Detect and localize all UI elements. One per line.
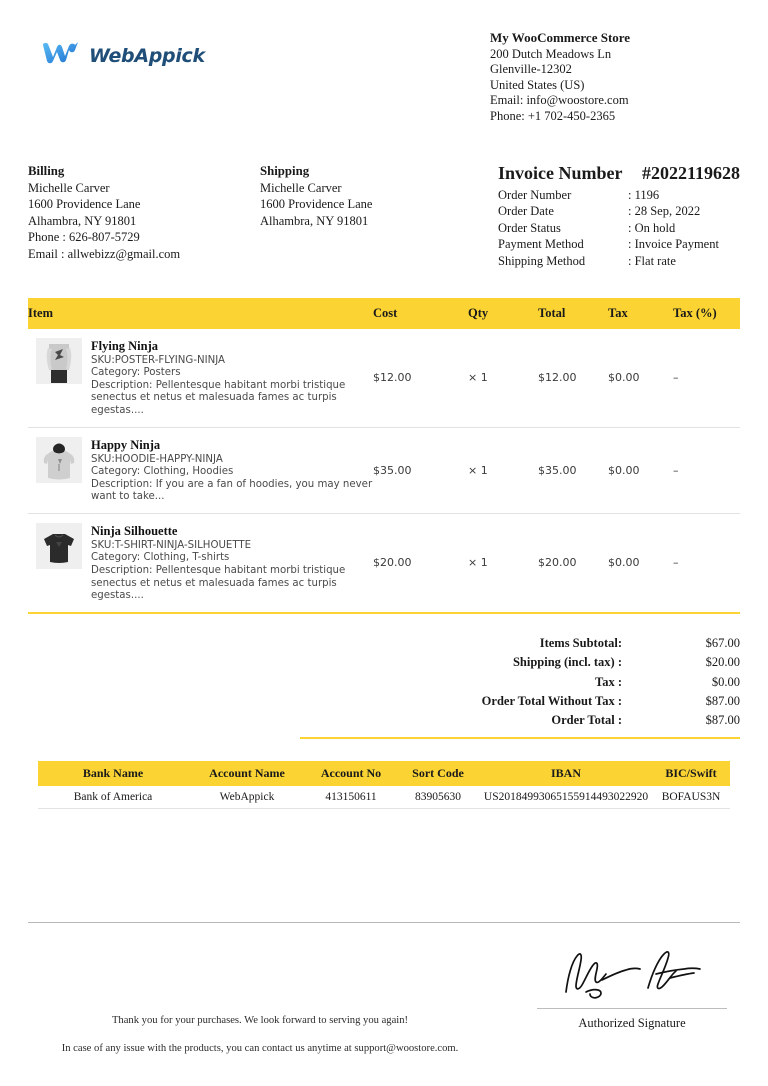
invoice-meta-row: [498, 253, 740, 270]
cell-cost: $20.00: [373, 513, 468, 612]
cell-qty: × 1: [468, 513, 538, 612]
totals-value: $87.00: [705, 694, 740, 709]
invoice-meta-label: Order Date: [498, 204, 554, 219]
invoice-meta-row: [498, 187, 740, 204]
signature-line: [537, 1008, 727, 1009]
cell-item: [28, 329, 373, 427]
cell-tax: $0.00: [608, 329, 673, 427]
totals-row: [300, 653, 740, 672]
cell-total: $35.00: [538, 427, 608, 513]
totals-label: Shipping (incl. tax) :: [512, 655, 622, 670]
invoice-meta-value: : On hold: [628, 220, 676, 235]
footer-divider: [28, 922, 740, 923]
cell-total: $20.00: [538, 513, 608, 612]
col-total: Total: [538, 298, 608, 329]
webappick-w-logo-icon: [42, 40, 82, 71]
billing-city: Alhambra, NY 91801: [28, 213, 137, 228]
cell-account-name: WebAppick: [188, 786, 306, 809]
col-item: Item: [28, 298, 373, 329]
brand-logo: [28, 26, 205, 71]
billing-name: Michelle Carver: [28, 180, 110, 195]
bank-table-row: [38, 786, 730, 809]
parties-and-meta: [0, 125, 768, 270]
invoice-meta-row: [498, 203, 740, 220]
cell-bank-name: Bank of America: [38, 786, 188, 809]
cell-qty: × 1: [468, 427, 538, 513]
item-description: Description: Pellentesque habitant morbi tristique senectus et netus et malesuada fames ac turpis egestas....: [91, 565, 346, 602]
invoice-meta-label: Order Status: [498, 220, 561, 235]
item-category: Category: Clothing, Hoodies: [91, 466, 234, 478]
cell-item: [28, 427, 373, 513]
footer-thanks: Thank you for your purchases. We look forward to serving you again!: [111, 1015, 409, 1026]
shipping-block: [260, 163, 492, 270]
invoice-number: #2022119628: [641, 162, 740, 183]
col-tax-pct: Tax (%): [673, 298, 740, 329]
invoice-meta-value: : 28 Sep, 2022: [628, 204, 701, 219]
col-tax: Tax: [608, 298, 673, 329]
col-cost: Cost: [373, 298, 468, 329]
shipping-name: Michelle Carver: [260, 180, 342, 195]
shipping-city: Alhambra, NY 91801: [260, 213, 369, 228]
cell-tax-pct: –: [673, 329, 740, 427]
invoice-meta-value: : Invoice Payment: [628, 237, 719, 252]
cell-cost: $35.00: [373, 427, 468, 513]
item-category: Category: Posters: [91, 367, 181, 379]
invoice-heading: Invoice Number: [498, 162, 623, 183]
cell-bic-swift: BOFAUS3N: [652, 786, 730, 809]
item-sku: SKU:POSTER-FLYING-NINJA: [91, 354, 226, 366]
invoice-meta-value: : Flat rate: [628, 253, 676, 268]
item-category: Category: Clothing, T-shirts: [91, 552, 230, 564]
totals-accent-rule: [300, 737, 740, 739]
handwritten-signature-icon: [532, 940, 732, 1008]
totals-value: $0.00: [711, 674, 740, 689]
bank-table-header-row: [38, 761, 730, 786]
item-sku: SKU:T-SHIRT-NINJA-SILHOUETTE: [91, 539, 252, 551]
items-table: [28, 298, 740, 614]
invoice-header: [0, 0, 768, 125]
cell-iban: US20184993065155914493022920: [480, 786, 652, 809]
cell-tax: $0.00: [608, 513, 673, 612]
totals-label: Tax :: [595, 674, 622, 689]
item-description: Description: Pellentesque habitant morbi tristique senectus et netus et malesuada fames ac turpis egestas....: [91, 379, 346, 416]
cell-sort-code: 83905630: [396, 786, 480, 809]
store-address-line1: 200 Dutch Meadows Ln: [490, 46, 612, 61]
invoice-meta-row: [498, 220, 740, 237]
invoice-meta-row: [498, 236, 740, 253]
footer-support: In case of any issue with the products, you can contact us anytime at support@woostore.com.: [61, 1043, 459, 1054]
store-email: Email: info@woostore.com: [490, 93, 629, 108]
poster-flying-ninja-thumb-icon: [36, 338, 82, 384]
cell-total: $12.00: [538, 329, 608, 427]
cell-item: [28, 513, 373, 612]
items-table-header-row: [28, 298, 740, 329]
totals-value: $67.00: [705, 635, 740, 650]
store-name: My WooCommerce Store: [490, 30, 631, 45]
billing-street: 1600 Providence Lane: [28, 197, 141, 212]
invoice-meta-label: Order Number: [498, 187, 572, 202]
brand-name: WebAppick: [89, 44, 205, 67]
col-bic-swift: BIC/Swift: [652, 761, 730, 786]
totals-block: [28, 634, 740, 739]
cell-tax-pct: –: [673, 427, 740, 513]
col-qty: Qty: [468, 298, 538, 329]
col-account-name: Account Name: [188, 761, 306, 786]
cell-qty: × 1: [468, 329, 538, 427]
invoice-meta-label: Shipping Method: [498, 253, 586, 268]
col-account-no: Account No: [306, 761, 396, 786]
invoice-meta-value: : 1196: [628, 187, 660, 202]
col-iban: IBAN: [480, 761, 652, 786]
shipping-title: Shipping: [260, 163, 310, 178]
store-country: United States (US): [490, 77, 585, 92]
item-name: Ninja Silhouette: [91, 523, 178, 538]
billing-email: Email : allwebizz@gmail.com: [28, 246, 181, 261]
totals-row: [300, 634, 740, 653]
totals-row: [300, 692, 740, 711]
bank-details-table: [38, 761, 730, 809]
item-sku: SKU:HOODIE-HAPPY-NINJA: [91, 453, 223, 465]
shipping-street: 1600 Providence Lane: [260, 197, 373, 212]
cell-cost: $12.00: [373, 329, 468, 427]
col-bank-name: Bank Name: [38, 761, 188, 786]
billing-phone: Phone : 626-807-5729: [28, 230, 140, 245]
totals-row: [300, 711, 740, 730]
table-row: [28, 329, 740, 427]
store-address-line2: Glenville-12302: [490, 62, 572, 77]
totals-label: Order Total Without Tax :: [481, 694, 622, 709]
totals-value: $20.00: [705, 655, 740, 670]
hoodie-happy-ninja-thumb-icon: [36, 437, 82, 483]
totals-row: [300, 673, 740, 692]
table-row: [28, 427, 740, 513]
cell-account-no: 413150611: [306, 786, 396, 809]
col-sort-code: Sort Code: [396, 761, 480, 786]
totals-label: Order Total :: [551, 713, 622, 728]
item-name: Flying Ninja: [91, 338, 159, 353]
store-address: [490, 26, 740, 125]
item-name: Happy Ninja: [91, 437, 161, 452]
store-phone: Phone: +1 702-450-2365: [490, 108, 616, 123]
billing-title: Billing: [28, 163, 65, 178]
tshirt-ninja-silhouette-thumb-icon: [36, 523, 82, 569]
totals-label: Items Subtotal:: [539, 635, 622, 650]
totals-value: $87.00: [705, 713, 740, 728]
billing-block: [28, 163, 260, 270]
cell-tax-pct: –: [673, 513, 740, 612]
table-row: [28, 513, 740, 612]
invoice-meta-label: Payment Method: [498, 237, 584, 252]
invoice-meta: [492, 163, 740, 270]
signature-block: [532, 940, 732, 1031]
item-description: Description: If you are a fan of hoodies, you may never want to take...: [91, 478, 373, 503]
invoice-footer: [0, 1014, 520, 1056]
signature-label: Authorized Signature: [578, 1016, 686, 1030]
cell-tax: $0.00: [608, 427, 673, 513]
